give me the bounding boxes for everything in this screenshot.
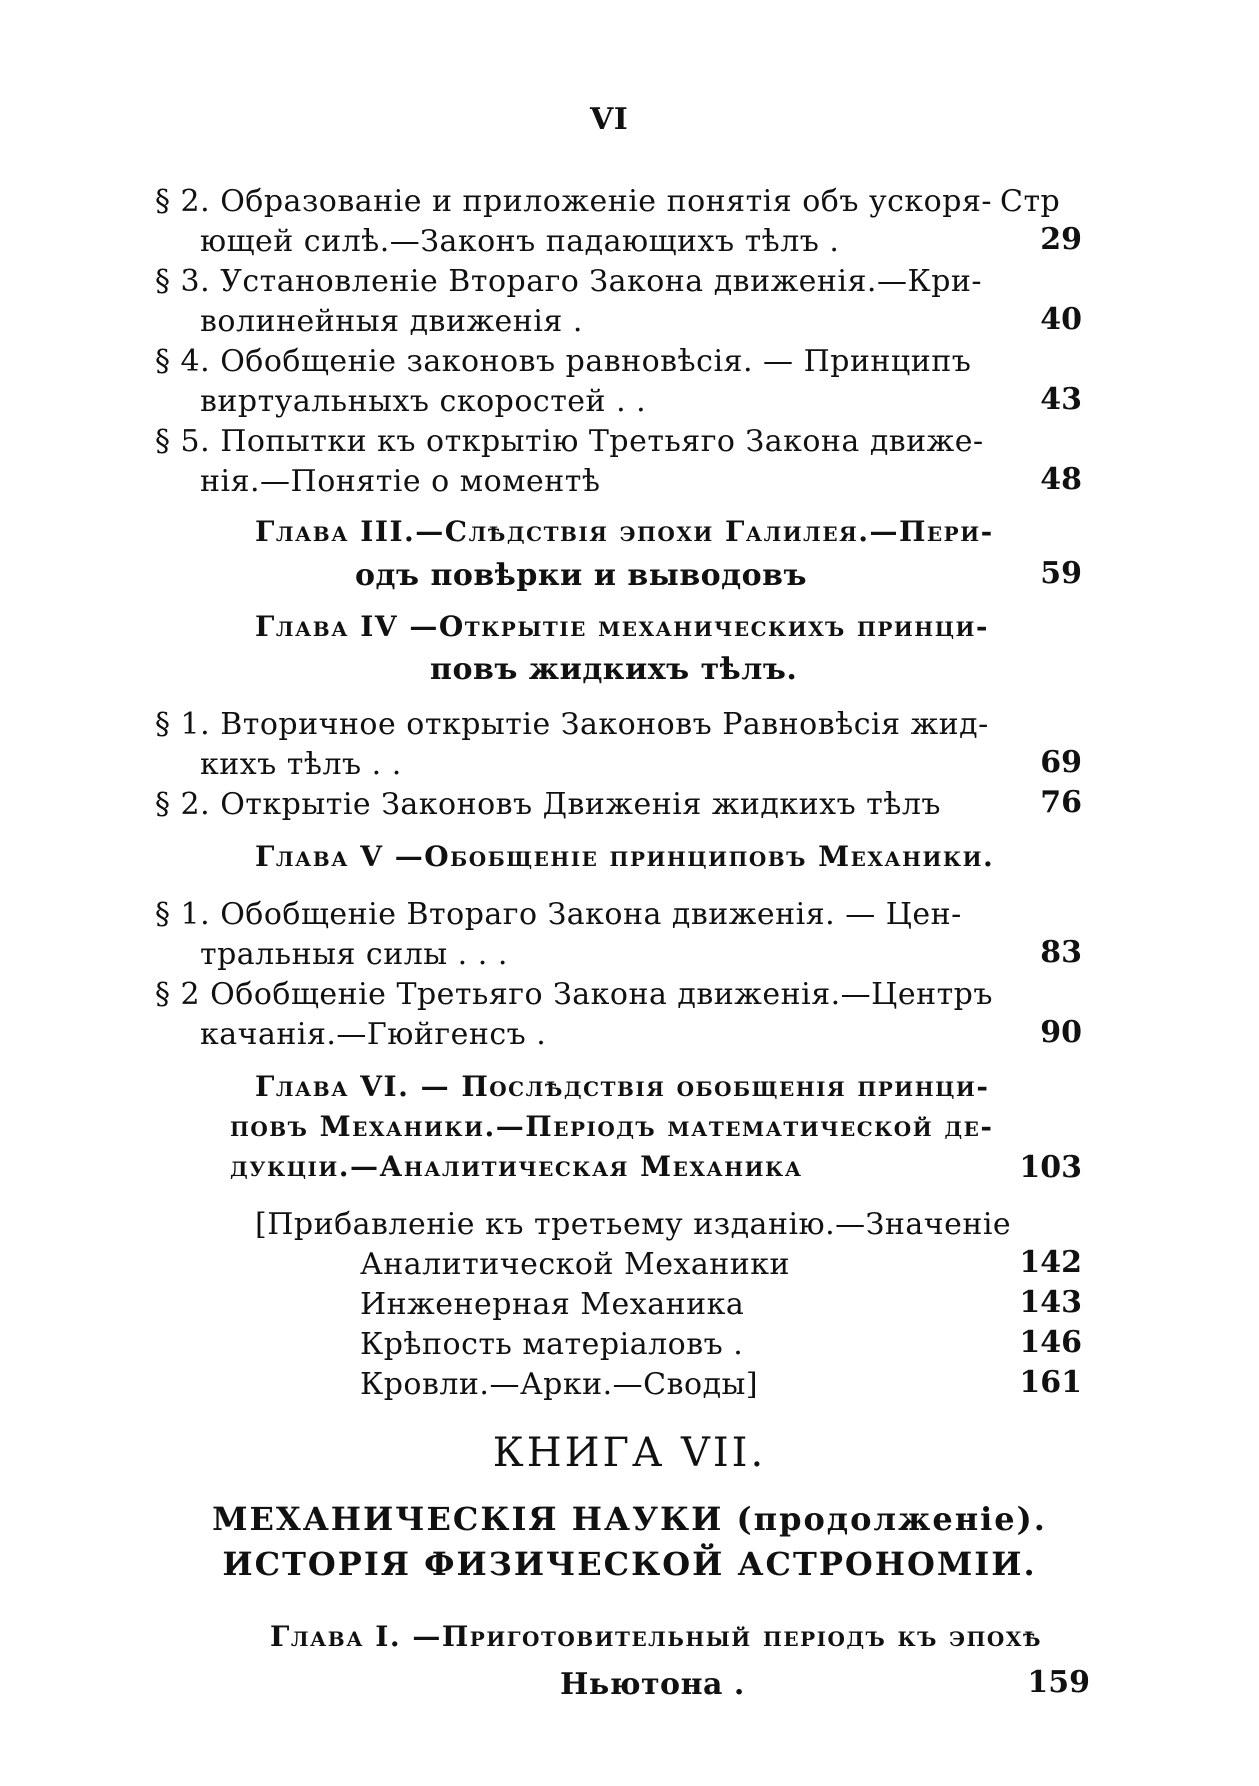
appendix-item-2: Инженерная Механика: [360, 1287, 745, 1322]
chapter-6-line3: дукціи.—Аналитическая Механика: [230, 1150, 803, 1183]
appendix-item-2-page: 143: [1019, 1285, 1082, 1320]
ch4-entry-1-page: 69: [1040, 745, 1082, 780]
appendix-item-1: Аналитической Механики: [360, 1247, 790, 1282]
chapter-5-line1: Глава V —Обобщеніе принциповъ Механики.: [255, 840, 995, 873]
appendix-item-4: Кровли.—Арки.—Своды]: [360, 1367, 759, 1402]
entry-2-line1: § 2. Образованіе и приложеніе понятія объ ускоря-: [155, 184, 993, 219]
entry-4-line2: виртуальныхъ скоростей . .: [200, 384, 647, 419]
chapter-3-line2: одъ повѣрки и выводовъ: [355, 558, 808, 593]
ch4-entry-1-line2: кихъ тѣлъ . .: [200, 747, 402, 782]
ch5-entry-2-page: 90: [1040, 1015, 1082, 1050]
book-chapter-1-line1: Глава I. —Приготовительный періодъ къ эпохѣ: [270, 1620, 1042, 1653]
ch5-entry-2-line2: качанія.—Гюйгенсъ .: [200, 1017, 547, 1052]
chapter-3-page: 59: [1040, 556, 1082, 591]
entry-5-page: 48: [1040, 462, 1082, 497]
ch4-entry-1-line1: § 1. Вторичное открытіе Законовъ Равновѣсія жид-: [155, 707, 989, 742]
entry-5-line2: нія.—Понятіе о моментѣ: [200, 464, 601, 499]
appendix-item-3-page: 146: [1019, 1325, 1082, 1360]
chapter-4-line2: повъ жидкихъ тѣлъ.: [430, 652, 798, 687]
page-number: VI: [590, 102, 629, 137]
ch5-entry-1-page: 83: [1040, 935, 1082, 970]
chapter-6-page: 103: [1019, 1150, 1082, 1185]
book-subtitle-2: ИСТОРІЯ ФИЗИЧЕСКОЙ АСТРОНОМІИ.: [222, 1545, 1037, 1583]
ch4-entry-2-page: 76: [1040, 785, 1082, 820]
book-title: КНИГА VII.: [492, 1430, 767, 1476]
appendix-item-4-page: 161: [1019, 1365, 1082, 1400]
book-chapter-1-line2: Ньютона .: [560, 1667, 745, 1702]
book-chapter-1-page: 159: [1027, 1665, 1090, 1700]
chapter-3-line1: Глава III.—Слѣдствія эпохи Галилея.—Пери-: [255, 515, 994, 548]
ch5-entry-2-line1: § 2 Обобщеніе Третьяго Закона движенія.—Центръ: [155, 977, 993, 1012]
chapter-6-line2: повъ Механики.—Періодъ математической де-: [230, 1110, 994, 1143]
book-subtitle-1: МЕХАНИЧЕСКІЯ НАУКИ (продолженіе).: [212, 1500, 1047, 1538]
ch4-entry-2-line1: § 2. Открытіе Законовъ Движенія жидкихъ тѣлъ: [155, 787, 942, 822]
ch5-entry-1-line2: тральныя силы . . .: [200, 937, 508, 972]
chapter-4-line1: Глава IV —Открытіе механическихъ принци-: [255, 610, 990, 643]
entry-5-line1: § 5. Попытки къ открытію Третьяго Закона движе-: [155, 424, 984, 459]
appendix-item-3: Крѣпость матеріаловъ .: [360, 1327, 744, 1362]
column-header: Стр: [1000, 184, 1061, 219]
ch5-entry-1-line1: § 1. Обобщеніе Втораго Закона движенія. — Цен-: [155, 897, 962, 932]
entry-2-line2: ющей силѣ.—Законъ падающихъ тѣлъ .: [200, 224, 840, 259]
chapter-6-line1: Глава VI. — Послѣдствія обобщенія принци-: [255, 1070, 990, 1103]
entry-3-line2: волинейныя движенія .: [200, 304, 583, 339]
entry-4-page: 43: [1040, 382, 1082, 417]
entry-4-line1: § 4. Обобщеніе законовъ равновѣсія. — Принципъ: [155, 344, 972, 379]
entry-3-line1: § 3. Установленіе Втораго Закона движенія.—Кри-: [155, 264, 983, 299]
appendix-line1: [Прибавленіе къ третьему изданію.—Значеніе: [255, 1207, 1012, 1242]
appendix-item-1-page: 142: [1019, 1245, 1082, 1280]
entry-2-page: 29: [1040, 222, 1082, 257]
entry-3-page: 40: [1040, 302, 1082, 337]
